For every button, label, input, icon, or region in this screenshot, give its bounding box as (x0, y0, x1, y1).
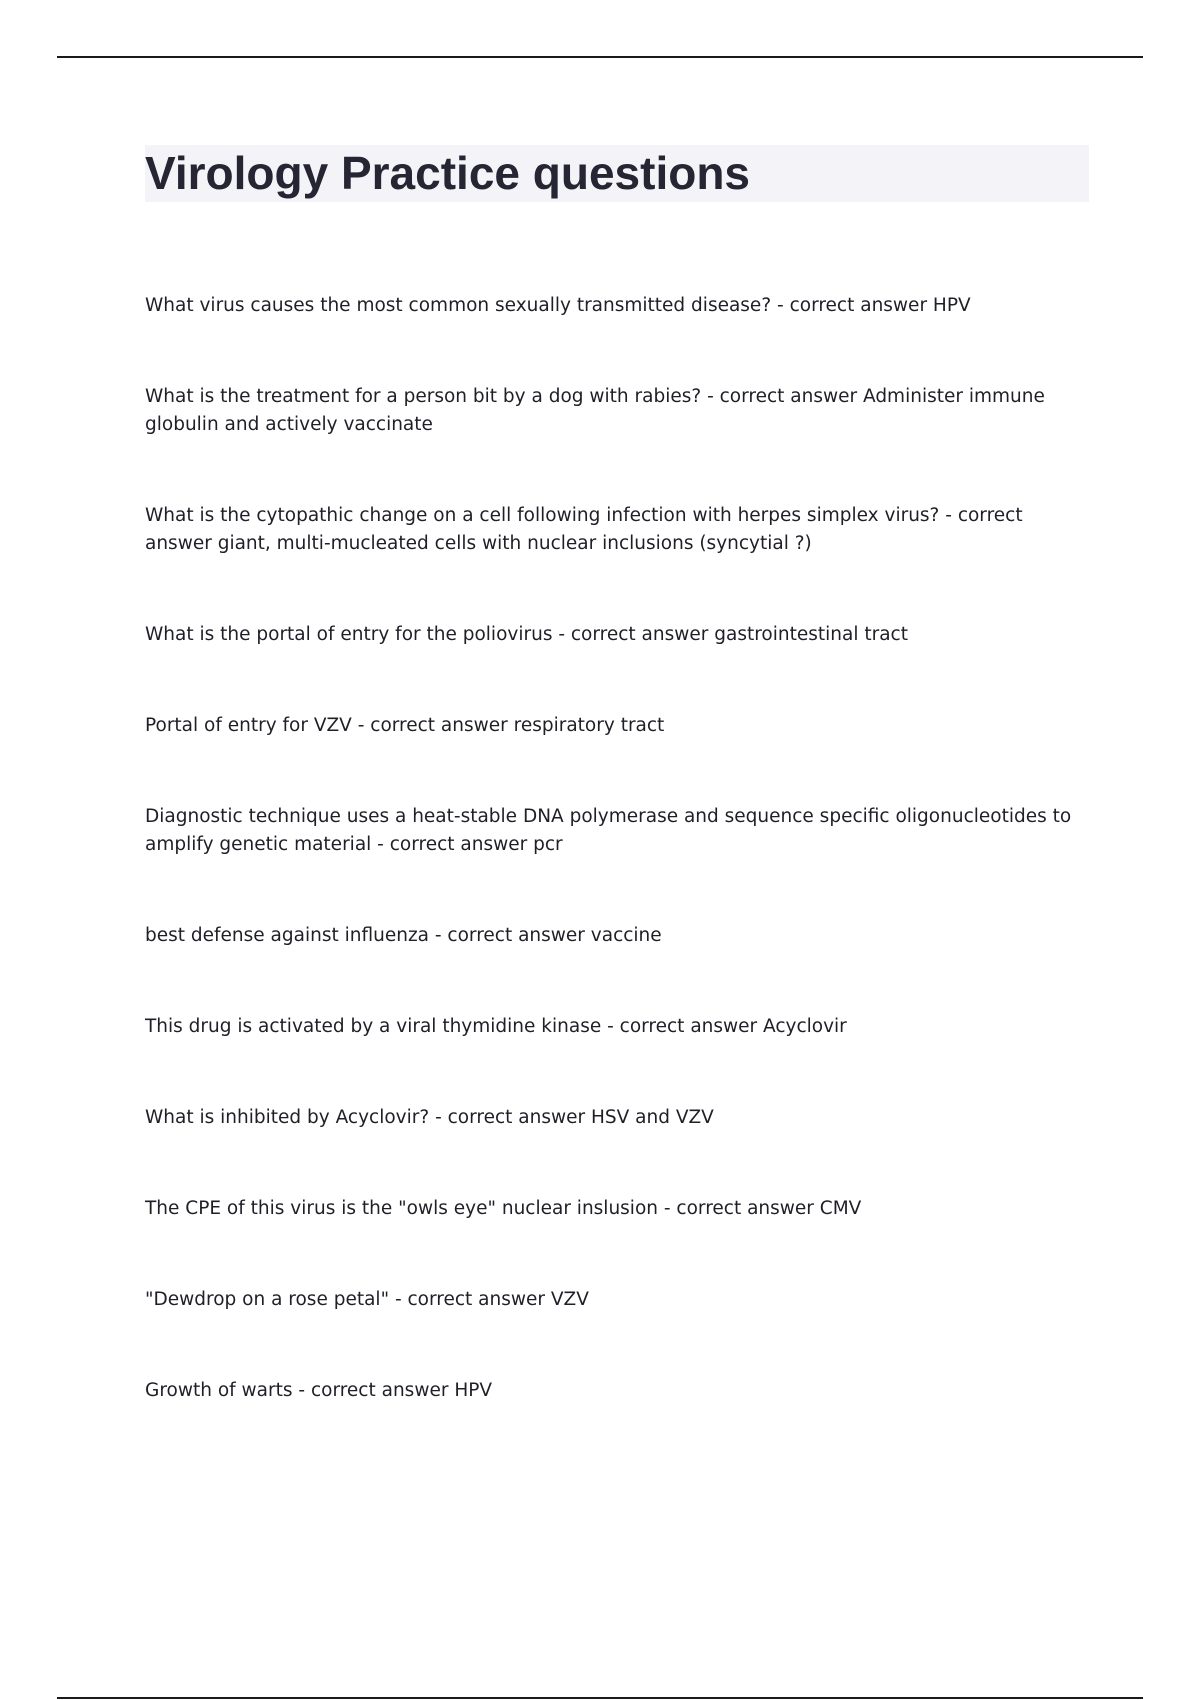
question-item: What is the treatment for a person bit by a dog with rabies? - correct answer Administer immune globulin and actively vaccinate (145, 386, 1045, 435)
top-rule (57, 56, 1143, 58)
question-item: The CPE of this virus is the "owls eye" nuclear inslusion - correct answer CMV (145, 1198, 862, 1219)
question-item: This drug is activated by a viral thymidine kinase - correct answer Acyclovir (145, 1016, 847, 1037)
question-item: What virus causes the most common sexually transmitted disease? - correct answer HPV (145, 295, 971, 316)
question-item: What is the cytopathic change on a cell following infection with herpes simplex virus? - correct answer giant, multi-mucleated cells with nuclear inclusions (syncytial ?) (145, 505, 1023, 554)
question-item: Diagnostic technique uses a heat-stable DNA polymerase and sequence specific oligonucleotides to amplify genetic material - correct answer pcr (145, 806, 1072, 855)
question-item: What is the portal of entry for the poliovirus - correct answer gastrointestinal tract (145, 624, 908, 645)
question-item: "Dewdrop on a rose petal" - correct answer VZV (145, 1289, 589, 1310)
page-title: Virology Practice questions (145, 147, 751, 199)
question-list (145, 292, 1080, 1468)
question-item: Growth of warts - correct answer HPV (145, 1380, 493, 1401)
question-item: best defense against influenza - correct answer vaccine (145, 925, 662, 946)
question-item: Portal of entry for VZV - correct answer respiratory tract (145, 715, 665, 736)
question-item: What is inhibited by Acyclovir? - correct answer HSV and VZV (145, 1107, 714, 1128)
bottom-rule (57, 1697, 1143, 1699)
